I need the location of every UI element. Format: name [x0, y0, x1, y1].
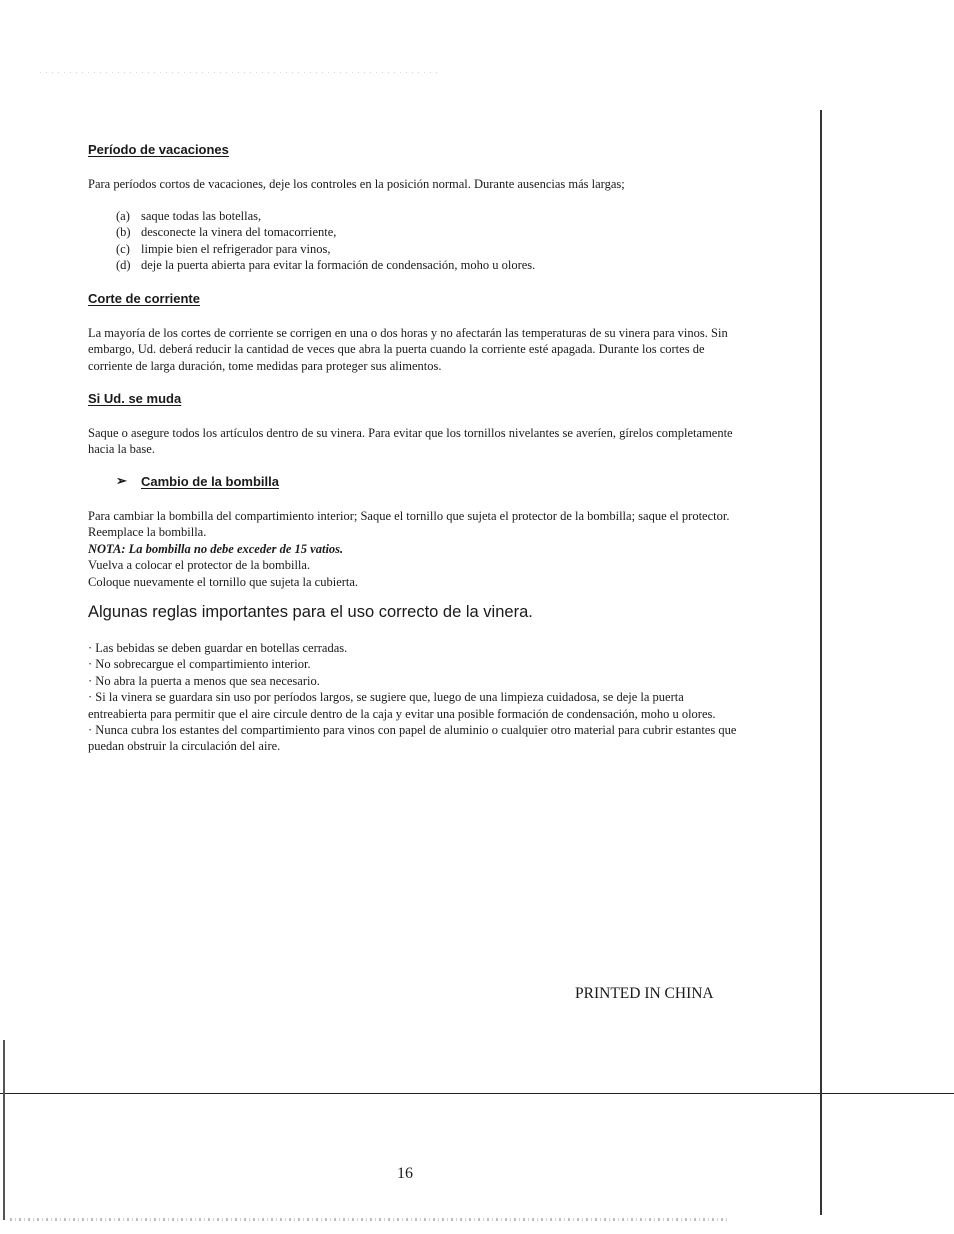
heading-corriente: Corte de corriente — [88, 291, 200, 306]
vacaciones-intro: Para períodos cortos de vacaciones, deje los controles en la posición normal. Durante ausencias más largas; — [88, 177, 625, 191]
heading-vacaciones: Período de vacaciones — [88, 142, 229, 157]
printed-in-label: PRINTED IN CHINA — [575, 985, 714, 1002]
vertical-rule — [820, 110, 822, 1215]
corriente-text: La mayoría de los cortes de corriente se corrigen en una o dos horas y no afectarán las temperaturas de su vinera para vinos. Sin embargo, Ud. deberá reducir la cantidad de veces que abra la puerta cuando la corriente esté apagada. Durante los cortes de corriente de larga duración, tome medidas para proteger sus alimentos. — [88, 326, 728, 373]
vacaciones-list — [116, 208, 535, 274]
scan-artifact-bottom — [10, 1218, 730, 1221]
heading-reglas: Algunas reglas importantes para el uso correcto de la vinera. — [88, 603, 533, 621]
heading-bombilla: Cambio de la bombilla — [141, 474, 279, 489]
mudanza-text: Saque o asegure todos los artículos dentro de su vinera. Para evitar que los tornillos nivelantes se averíen, gírelos completamente hacia la base. — [88, 426, 733, 457]
left-edge-rule — [3, 1040, 5, 1220]
list-item: (d) deje la puerta abierta para evitar la formación de condensación, moho u olores. — [116, 258, 536, 273]
bombilla-line1: Para cambiar la bombilla del compartimiento interior; Saque el tornillo que sujeta el protector de la bombilla; saque el protector. Reemplace la bombilla. — [88, 509, 730, 540]
list-item: · No sobrecargue el compartimiento interior. — [88, 657, 311, 672]
bombilla-line2: Vuelva a colocar el protector de la bombilla. — [88, 558, 311, 573]
list-item: (c) limpie bien el refrigerador para vinos, — [116, 241, 331, 256]
list-item: · Si la vinera se guardara sin uso por períodos largos, se sugiere que, luego de una limpieza cuidadosa, se deje la puerta entreabierta para permitir que el aire circule dentro de la caja y evitar una posible formación de condensación, moho u olores. — [88, 690, 716, 721]
list-item: · Las bebidas se deben guardar en botellas cerradas. — [88, 641, 348, 655]
scan-artifact-top — [40, 72, 440, 73]
bombilla-note: NOTA: La bombilla no debe exceder de 15 vatios. — [88, 541, 344, 556]
bombilla-line3: Coloque nuevamente el tornillo que sujeta la cubierta. — [88, 574, 359, 589]
bombilla-text — [88, 508, 738, 590]
heading-mudanza: Si Ud. se muda — [88, 391, 182, 406]
page-number: 16 — [397, 1165, 413, 1182]
list-item: (b) desconecte la vinera del tomacorriente, — [116, 225, 337, 240]
horizontal-rule — [0, 1093, 954, 1094]
arrow-bullet-icon: ➢ — [116, 473, 127, 488]
reglas-list — [88, 640, 738, 755]
list-item: · No abra la puerta a menos que sea necesario. — [88, 673, 320, 688]
list-item: (a) saque todas las botellas, — [116, 209, 262, 223]
list-item: · Nunca cubra los estantes del compartimiento para vinos con papel de aluminio o cualquier otro material para cubrir estantes que puedan obstruir la circulación del aire. — [88, 723, 737, 754]
